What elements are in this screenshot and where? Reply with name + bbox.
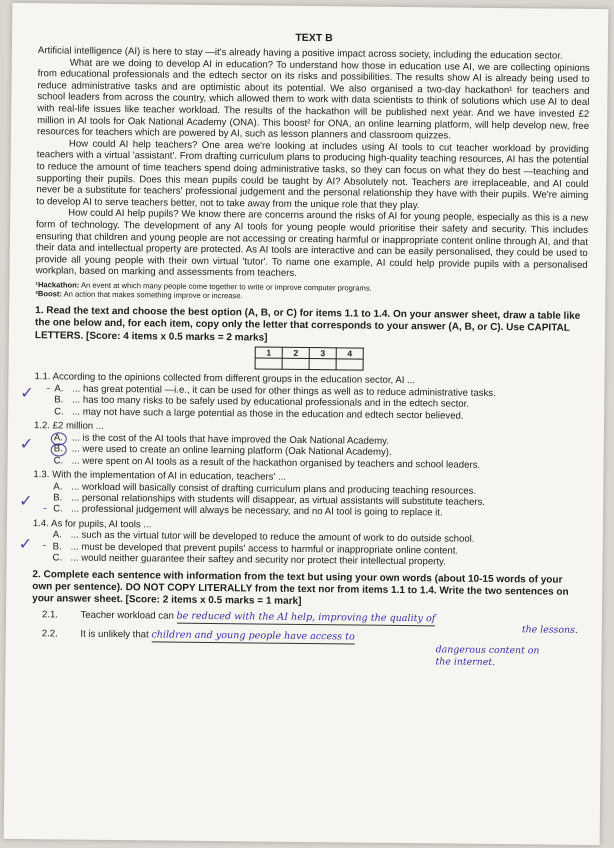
- answer-table-cell: [255, 358, 282, 369]
- option-text: ... workload will basically consist of drafting curriculum plans and producing teaching resources.: [71, 481, 477, 497]
- option-text: ... were used to create an online learning platform (Oak National Academy).: [71, 443, 392, 458]
- answer-table-header: 1: [255, 347, 282, 358]
- option-text: ... personal relationships with students will disappear, as virtual assistants will substitute teachers.: [71, 492, 486, 508]
- answer-table: [255, 347, 364, 371]
- option-text: ... has too many risks to be safely used by educational professionals and in the edtech sector.: [72, 394, 470, 410]
- sentence-number: 2.2.: [41, 627, 58, 640]
- option-letter: B.: [53, 492, 63, 504]
- item-1-3: [19, 469, 585, 521]
- task1-instruction: 1. Read the text and choose the best option (A, B, or C) for items 1.1 to 1.4. On your answer sheet, draw a table like the one below and, for each item, copy only the letter that corresponds to your answer (A, B, or C). Use CAPITAL LETTERS. [Score: 4 items x 0.5 marks = 2 marks]: [34, 305, 581, 344]
- option-text: ... must be developed that prevent pupils' access to harmful or inappropriate online content.: [70, 541, 459, 557]
- option-letter: A.: [53, 480, 63, 492]
- answer-table-header: 2: [282, 348, 309, 359]
- item-1-1: [20, 371, 586, 423]
- paragraph-pupils: How could AI help pupils? We know there are concerns around the risks of AI for young people, especially as this is a new form of technology. The development of any AI tools for young people would prioritise their safety and security. This includes ensuring that children and young people are not accessing or creating harmful or inappropriate content online through AI, and that their data and intellectual property are protected. As AI tools are interactive and can be easily personalised, they could be used to provide all young people with their own virtual 'tutor'. To name one example, AI could help provide pupils with a personalised workplan, based on marking and assessments from teachers.: [35, 207, 589, 280]
- dash-mark: -: [42, 539, 47, 552]
- option-letter: A.: [54, 383, 64, 395]
- sheet-content: [18, 29, 590, 671]
- option-text: ... is the cost of the AI tools that have improved the Oak National Academy.: [71, 432, 390, 447]
- question-stem: 1.1. According to the opinions collected from different groups in the education sector, AI ...: [34, 371, 416, 387]
- tick-mark: ✓: [19, 434, 34, 454]
- exam-sheet: [4, 3, 609, 845]
- tick-mark: ✓: [19, 490, 33, 511]
- answer-continuation: the internet.: [435, 656, 496, 668]
- answer-continuation: dangerous content on: [435, 644, 540, 657]
- answer-table-header: 4: [336, 348, 363, 359]
- dash-mark: -: [46, 383, 51, 395]
- footnote-text: An event at which many people come together to write or improve computer programs.: [79, 280, 372, 293]
- sentence-prompt: Teacher workload can: [80, 609, 174, 622]
- answer-table-header: 3: [309, 348, 336, 359]
- option-letter: C.: [54, 406, 64, 418]
- tick-mark: ✓: [20, 383, 34, 403]
- dash-mark: -: [43, 503, 47, 515]
- question-stem: 1.4. As for pupils, AI tools ...: [32, 517, 152, 531]
- answer-table-cell: [336, 359, 363, 370]
- sentence-prompt: It is unlikely that: [80, 628, 149, 641]
- paragraph-teachers: How could AI help teachers? One area we're looking at includes using AI tools to cut teacher workload by providing teachers with a virtual 'assistant'. From drafting curriculum plans to producing high-quality teaching resources, AI has the potential to reduce the amount of time teachers spend doing administrative tasks, so they can focus on what they do best —teaching and supporting their pupils. Does this mean pupils could be taught by AI? Absolutely not. Teachers are irreplaceable, and AI could never be a substitute for teachers' professional judgement and the personal relationship they have with their pupils. We're aiming to develop AI to serve teachers better, not to take away from the unique role that they play.: [36, 138, 589, 211]
- footnote-term: ²Boost:: [35, 289, 62, 299]
- answer-table-cell: [282, 359, 309, 370]
- page-title: TEXT B: [295, 31, 333, 45]
- question-stem: 1.3. With the implementation of AI in education, teachers' ...: [33, 469, 286, 483]
- option-letter: B.: [53, 443, 63, 455]
- answer-fill[interactable]: children and young people have access to: [151, 629, 355, 643]
- option-text: ... were spent on AI tools as a result of the hackathon organised by teachers and school leaders.: [71, 455, 481, 471]
- sentence-2-2: [31, 628, 583, 672]
- answer-table-cell: [309, 359, 336, 370]
- footnote-term: ¹Hackathon:: [35, 280, 80, 290]
- option-letter: A.: [52, 529, 62, 541]
- answer-continuation: the lessons.: [521, 624, 578, 636]
- option-text: ... professional judgement will always be necessary, and no AI tool is going to replace it.: [71, 503, 443, 519]
- option-letter: B.: [52, 541, 62, 553]
- item-1-2: [19, 420, 586, 472]
- paragraph-develop: What are we doing to develop AI in education? To understand how those in education use AI, we are collecting opinions from educational professionals and the edtech sector on its risks and possibilities. The results show AI is already being used to reduce administrative tasks and are optimistic about its potential. We also organised a two-day hackathon¹ for teachers and school leaders from across the country, which allowed them to work with data scientists to think of solutions which use AI to deal with real-life issues like teacher workload. The results of the hackathon will be published next year. And we have invested £2 million in AI tools for Oak National Academy (ONA). This boost² for ONA, an online learning platform, will help develop new, free resources for teachers which are powered by AI, such as lesson planners and classroom quizzes.: [36, 57, 590, 142]
- option-letter: C.: [53, 454, 64, 466]
- item-1-4: [18, 517, 585, 570]
- answer-fill[interactable]: be reduced with the AI help, improving the quality of: [176, 610, 436, 625]
- option-letter: A.: [53, 432, 63, 444]
- question-stem: 1.2. £2 million ...: [33, 420, 104, 432]
- option-text: ... such as the virtual tutor will be developed to reduce the amount of work to do outside school.: [70, 529, 475, 546]
- footnotes: [35, 280, 587, 305]
- sentence-number: 2.1.: [41, 608, 59, 621]
- tick-mark: ✓: [18, 533, 33, 553]
- option-text: ... would neither guarantee their saftey and security nor protect their intellectual property.: [70, 552, 446, 568]
- option-text: ... has great potential —i.e., it can be used for other things as well as to reduce administrative tasks.: [72, 383, 496, 399]
- task2-instruction: 2. Complete each sentence with information from the text but using your own words (about 10-15 words of your own per sentence). DO NOT COPY LITERALLY from the text nor from items 1.1 to 1.4. Write the two sentences on your answer sheet. [Score: 2 items x 0.5 marks = 1 mark]: [32, 568, 569, 608]
- option-letter: C.: [52, 552, 63, 564]
- option-letter: B.: [54, 394, 64, 406]
- option-text: ... may not have such a large potential as those in the education and edtech sector believed.: [72, 406, 464, 422]
- footnote-text: An action that makes something improve or increase.: [61, 289, 243, 301]
- option-letter: C.: [53, 503, 63, 515]
- paragraph-intro: Artificial intelligence (AI) is here to stay —it's already having a positive impact across society, including the education sector.: [37, 45, 563, 62]
